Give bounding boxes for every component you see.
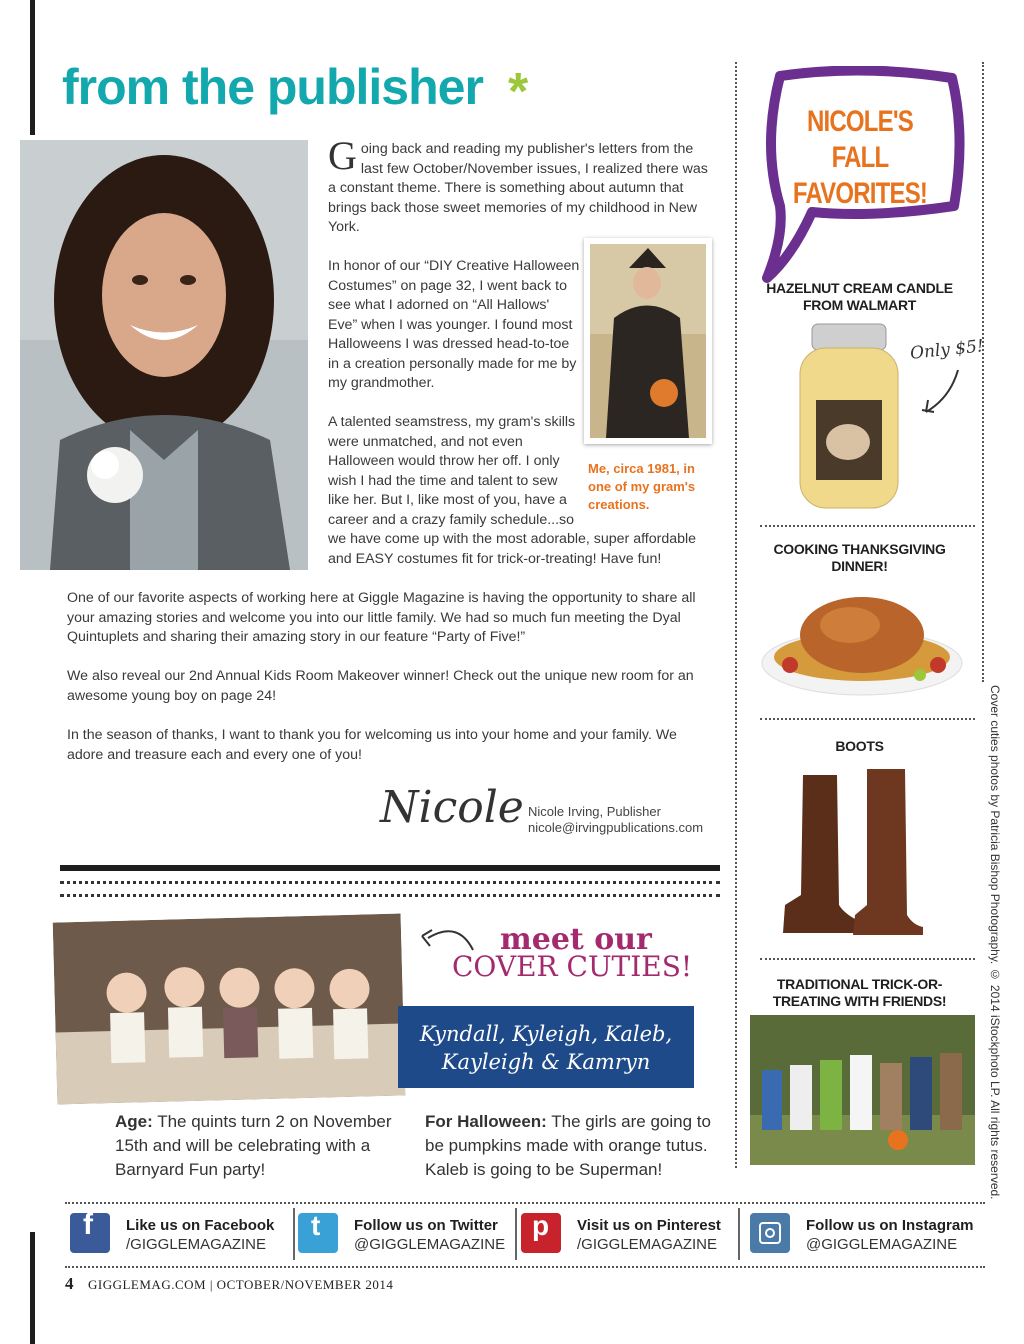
social-separator — [738, 1208, 740, 1260]
favorite-title-turkey: COOKING THANKSGIVING DINNER! — [773, 541, 946, 574]
letter-paragraph-3b: we have come up with the most adorable, super affordable and EASY costumes fit for trick-or-treating! Have fun! — [328, 531, 697, 567]
page-title: from the publisher — [62, 59, 483, 115]
left-accent-bar — [30, 0, 35, 135]
favorites-divider — [760, 525, 975, 527]
footer-text: GIGGLEMAG.COM | OCTOBER/NOVEMBER 2014 — [88, 1277, 394, 1292]
favorite-title-candle: HAZELNUT CREAM CANDLE FROM WALMART — [766, 280, 953, 313]
photo-credit: Cover cuties photos by Patricia Bishop Photography. © 2014 iStockphoto LP. All rights reserved. — [988, 685, 1002, 1200]
arrow-icon — [918, 366, 968, 423]
cuties-halloween: For Halloween: The girls are going to be pumpkins made with orange tutus. Kaleb is going to be Superman! — [425, 1112, 711, 1179]
favorite-title-trick-or-treat: TRADITIONAL TRICK-OR-TREATING WITH FRIENDS! — [772, 976, 947, 1009]
boots-image — [775, 765, 925, 935]
pinterest-icon: p — [521, 1213, 561, 1253]
letter-paragraph-4: One of our favorite aspects of working here at Giggle Magazine is having the opportunity to share all your amazing stories and welcome you into our little family. We had so much fun meeting the Dyal Quintuplets and sharing their amazing story in our feature “Party of Five!” — [67, 590, 696, 645]
social-separator — [515, 1208, 517, 1260]
column-divider — [735, 62, 737, 1168]
page-number: 4 — [65, 1274, 74, 1293]
column-divider-right — [982, 62, 984, 682]
cover-cuties-photo — [53, 913, 406, 1104]
photo-caption: Me, circa 1981, in one of my gram's creations. — [588, 461, 696, 512]
cover-cuties-heading: COVER CUTIES! — [452, 950, 693, 983]
signature-name: Nicole Irving, Publisher — [528, 804, 661, 819]
dropcap: G — [328, 133, 357, 178]
favorite-title-boots: BOOTS — [835, 738, 884, 754]
signature-script: Nicole — [380, 782, 524, 833]
facebook-icon: f — [70, 1213, 110, 1253]
turkey-image — [760, 585, 965, 703]
meet-our-heading: meet our — [500, 922, 652, 957]
social-separator — [293, 1208, 295, 1260]
section-divider-dots — [60, 881, 720, 897]
letter-paragraph-5: We also reveal our 2nd Annual Kids Room Makeover winner! Check out the unique new room for an awesome young boy on page 24! — [67, 668, 694, 704]
left-accent-bar-bottom — [30, 1232, 35, 1344]
social-divider-top — [65, 1202, 985, 1204]
publisher-photo — [20, 140, 308, 570]
cuties-age: Age: The quints turn 2 on November 15th and will be celebrating with a Barnyard Fun party! — [115, 1112, 392, 1179]
letter-paragraph-3: A talented seamstress, my gram's skills were unmatched, and not even Halloween would throw her off. I only wish I had the time and talent to sew like her. But I, like most of you, have a career and a crazy family schedule...so — [328, 414, 576, 528]
letter-paragraph-6: In the season of thanks, I want to thank you for welcoming us into your home and your family. We adore and treasure each and every one of you! — [67, 727, 677, 763]
section-divider — [60, 865, 720, 871]
letter-paragraph-1: Going back and reading my publisher's letters from the last few October/November issues, I realized there was a constant theme. There is something about autumn that brings back those sweet memories of my childhood in New York. — [328, 133, 708, 235]
social-divider-bottom — [65, 1266, 985, 1268]
page-footer — [65, 1274, 393, 1294]
cuties-names-box — [398, 1006, 694, 1088]
trick-or-treat-photo — [750, 1015, 975, 1165]
candle-image — [790, 322, 908, 510]
favorites-divider — [760, 718, 975, 720]
title-asterisk: * — [508, 63, 529, 121]
cuties-names: Kyndall, Kyleigh, Kaleb, Kayleigh & Kamryn — [419, 1022, 673, 1074]
signature-email[interactable]: nicole@irvingpublications.com — [528, 820, 704, 835]
twitter-icon: t — [298, 1213, 338, 1253]
instagram-icon — [750, 1213, 790, 1253]
childhood-photo — [584, 238, 712, 444]
letter-paragraph-2: In honor of our “DIY Creative Halloween Costumes” on page 32, I went back to see what I adorned on “All Hallows' Eve” when I was younger. I found most Halloweens I was dressed head-to-toe in a creation personally made for me by my grandmother. — [328, 258, 580, 391]
favorites-divider — [760, 958, 975, 960]
favorites-title: NICOLE'S FALL FAVORITES! — [792, 105, 928, 210]
price-note: Only $5! — [909, 336, 985, 364]
